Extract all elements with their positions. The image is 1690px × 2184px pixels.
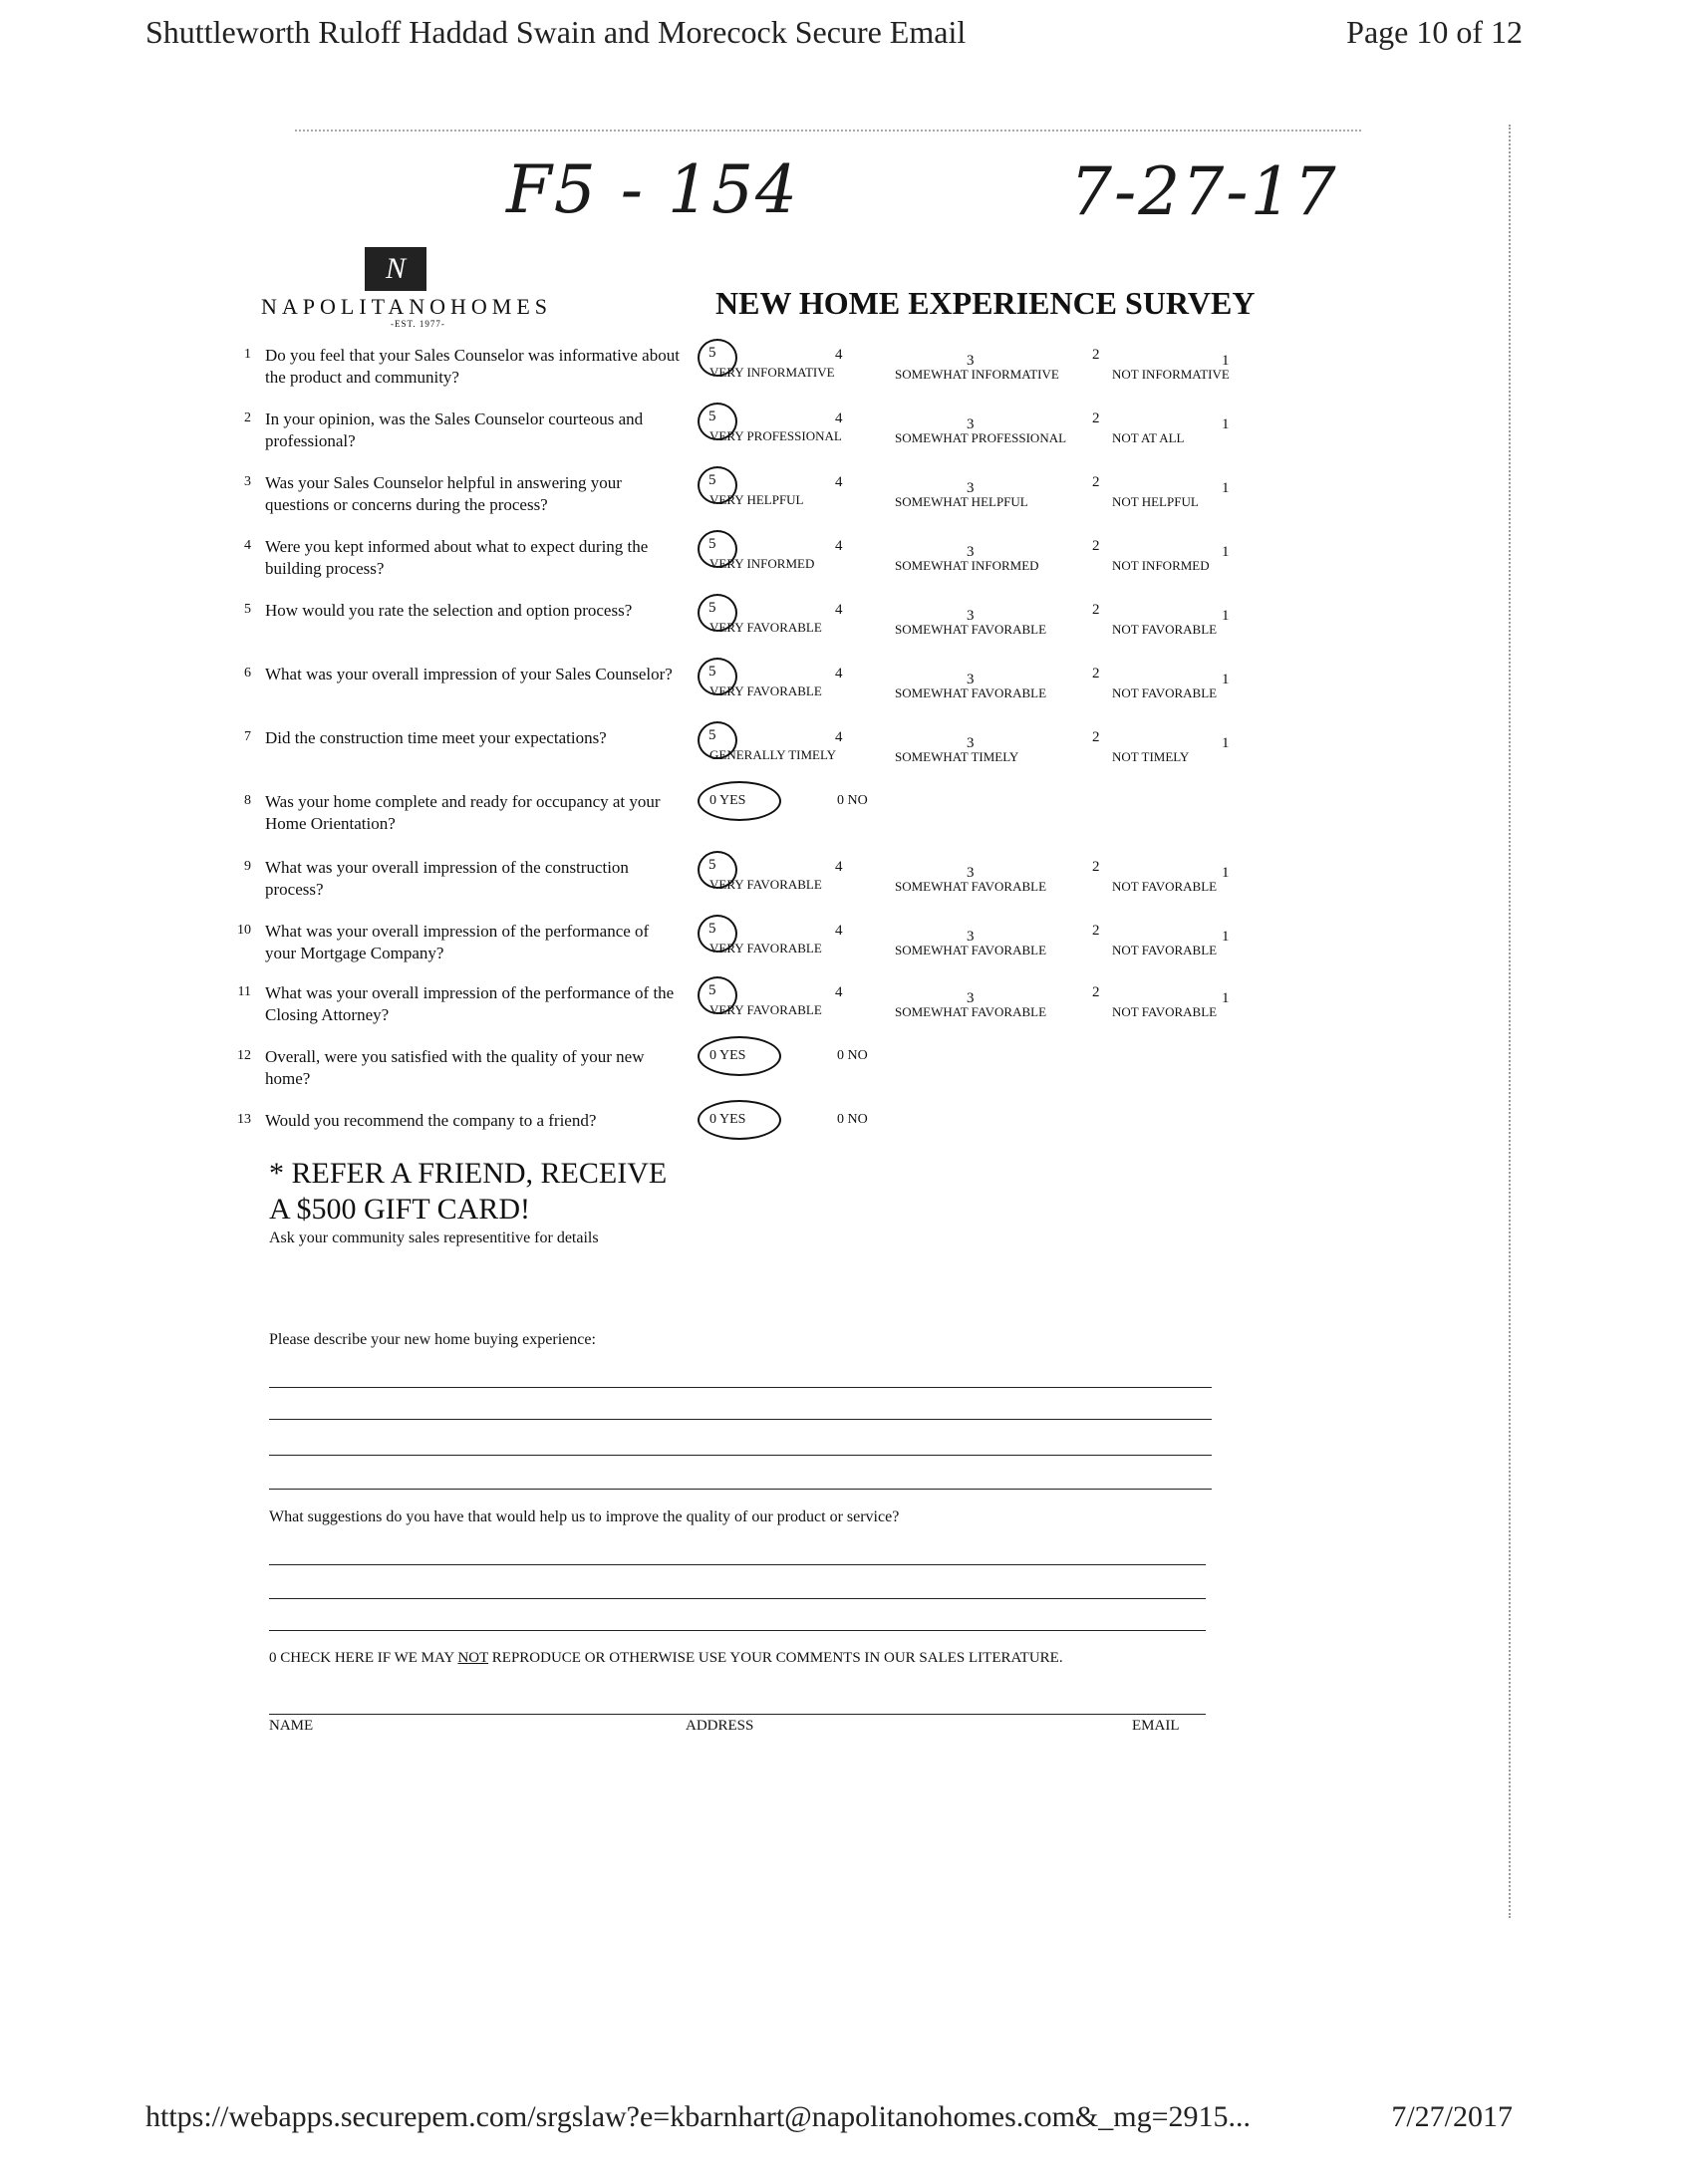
question-number: 1 bbox=[244, 347, 251, 362]
question-number: 9 bbox=[244, 859, 251, 874]
name-label: NAME bbox=[269, 1718, 314, 1734]
rating-1-label: NOT FAVORABLE bbox=[1112, 622, 1218, 637]
question-text: Was your home complete and ready for occupancy at your Home Orientation? bbox=[265, 792, 661, 833]
rating-3-label: SOMEWHAT FAVORABLE bbox=[895, 622, 1047, 637]
rating-5[interactable]: 5 bbox=[708, 921, 716, 937]
rating-1[interactable]: 1 bbox=[1222, 865, 1230, 881]
no-option[interactable]: 0 NO bbox=[837, 793, 868, 808]
rating-3-label: SOMEWHAT PROFESSIONAL bbox=[895, 430, 1067, 445]
footer-date: 7/27/2017 bbox=[1391, 2100, 1513, 2133]
rating-5[interactable]: 5 bbox=[708, 600, 716, 616]
rating-4[interactable]: 4 bbox=[835, 923, 843, 939]
promo-line-2: A $500 GIFT CARD! bbox=[269, 1193, 530, 1226]
question-number: 7 bbox=[244, 729, 251, 744]
rating-1-label: NOT FAVORABLE bbox=[1112, 1004, 1218, 1019]
rating-5-label: VERY FAVORABLE bbox=[709, 1002, 822, 1017]
rating-5[interactable]: 5 bbox=[708, 664, 716, 680]
rating-3[interactable]: 3 bbox=[967, 865, 975, 881]
rating-3-label: SOMEWHAT TIMELY bbox=[895, 749, 1019, 764]
rating-5[interactable]: 5 bbox=[708, 472, 716, 488]
footer-url[interactable]: https://webapps.securepem.com/srgslaw?e=kbarnhart@napolitanohomes.com&_mg=2915... bbox=[145, 2100, 1252, 2133]
rating-1-label: NOT AT ALL bbox=[1112, 430, 1185, 445]
yes-option[interactable]: 0 YES bbox=[709, 1112, 746, 1127]
rating-5-label: VERY PROFESSIONAL bbox=[709, 428, 842, 443]
rating-1[interactable]: 1 bbox=[1222, 672, 1230, 687]
suggestions-line-2[interactable] bbox=[269, 1598, 1206, 1599]
question-number: 4 bbox=[244, 538, 251, 553]
rating-5[interactable]: 5 bbox=[708, 409, 716, 424]
question-number: 8 bbox=[244, 793, 251, 808]
consent-text-pre: 0 CHECK HERE IF WE MAY bbox=[269, 1650, 458, 1666]
question-text: How would you rate the selection and option process? bbox=[265, 601, 633, 620]
rating-3-label: SOMEWHAT FAVORABLE bbox=[895, 943, 1047, 957]
rating-5-label: VERY HELPFUL bbox=[709, 492, 804, 507]
comments-consent-checkbox[interactable] bbox=[269, 1650, 1063, 1667]
rating-5-label: VERY INFORMED bbox=[709, 556, 815, 571]
rating-5-label: VERY INFORMATIVE bbox=[709, 365, 835, 380]
rating-5[interactable]: 5 bbox=[708, 536, 716, 552]
question-text: What was your overall impression of your Sales Counselor? bbox=[265, 665, 673, 683]
rating-5[interactable]: 5 bbox=[708, 982, 716, 998]
scan-edge-artifact bbox=[1509, 125, 1511, 1918]
promo-subtext: Ask your community sales representitive for details bbox=[269, 1229, 599, 1246]
question-number: 13 bbox=[237, 1112, 251, 1127]
question-number: 5 bbox=[244, 602, 251, 617]
rating-1-label: NOT TIMELY bbox=[1112, 749, 1190, 764]
question-text: Do you feel that your Sales Counselor was informative about the product and community? bbox=[265, 346, 680, 387]
company-logo: N bbox=[365, 247, 426, 291]
rating-3-label: SOMEWHAT FAVORABLE bbox=[895, 879, 1047, 894]
rating-3[interactable]: 3 bbox=[967, 480, 975, 496]
rating-2[interactable]: 2 bbox=[1092, 602, 1100, 618]
rating-1-label: NOT HELPFUL bbox=[1112, 494, 1199, 509]
rating-4[interactable]: 4 bbox=[835, 859, 843, 875]
rating-1-label: NOT INFORMED bbox=[1112, 558, 1210, 573]
rating-2[interactable]: 2 bbox=[1092, 729, 1100, 745]
rating-2[interactable]: 2 bbox=[1092, 538, 1100, 554]
question-number: 2 bbox=[244, 410, 251, 425]
rating-3[interactable]: 3 bbox=[967, 416, 975, 432]
question-text: In your opinion, was the Sales Counselor courteous and professional? bbox=[265, 410, 644, 450]
question-number: 6 bbox=[244, 666, 251, 681]
rating-3-label: SOMEWHAT FAVORABLE bbox=[895, 1004, 1047, 1019]
rating-2[interactable]: 2 bbox=[1092, 923, 1100, 939]
question-number: 12 bbox=[237, 1048, 251, 1063]
rating-2[interactable]: 2 bbox=[1092, 347, 1100, 363]
rating-1[interactable]: 1 bbox=[1222, 990, 1230, 1006]
rating-4[interactable]: 4 bbox=[835, 666, 843, 682]
rating-3[interactable]: 3 bbox=[967, 544, 975, 560]
rating-5-label: VERY FAVORABLE bbox=[709, 941, 822, 956]
signature-line[interactable] bbox=[269, 1714, 1206, 1715]
consent-text-not: NOT bbox=[457, 1650, 489, 1666]
rating-1-label: NOT FAVORABLE bbox=[1112, 685, 1218, 700]
scan-artifact-line bbox=[295, 130, 1361, 132]
yes-option[interactable]: 0 YES bbox=[709, 1048, 746, 1063]
question-number: 10 bbox=[237, 923, 251, 938]
suggestions-prompt: What suggestions do you have that would help us to improve the quality of our product or service? bbox=[269, 1508, 900, 1525]
rating-1-label: NOT FAVORABLE bbox=[1112, 943, 1218, 957]
rating-1[interactable]: 1 bbox=[1222, 929, 1230, 945]
rating-5-label: VERY FAVORABLE bbox=[709, 620, 822, 635]
rating-5[interactable]: 5 bbox=[708, 857, 716, 873]
rating-3[interactable]: 3 bbox=[967, 608, 975, 624]
rating-3[interactable]: 3 bbox=[967, 990, 975, 1006]
page-number: Page 10 of 12 bbox=[1346, 14, 1523, 50]
handwritten-date: 7-27-17 bbox=[1070, 153, 1338, 230]
yes-option[interactable]: 0 YES bbox=[709, 793, 746, 808]
experience-prompt: Please describe your new home buying experience: bbox=[269, 1331, 596, 1348]
rating-4[interactable]: 4 bbox=[835, 347, 843, 363]
question-text: Overall, were you satisfied with the quality of your new home? bbox=[265, 1047, 645, 1088]
no-option[interactable]: 0 NO bbox=[837, 1048, 868, 1063]
email-label: EMAIL bbox=[1132, 1718, 1180, 1734]
rating-1-label: NOT INFORMATIVE bbox=[1112, 367, 1230, 382]
rating-4[interactable]: 4 bbox=[835, 984, 843, 1000]
survey-title: NEW HOME EXPERIENCE SURVEY bbox=[715, 285, 1256, 321]
rating-4[interactable]: 4 bbox=[835, 729, 843, 745]
rating-2[interactable]: 2 bbox=[1092, 474, 1100, 490]
rating-2[interactable]: 2 bbox=[1092, 410, 1100, 426]
question-text: What was your overall impression of the construction process? bbox=[265, 858, 629, 899]
rating-3-label: SOMEWHAT INFORMED bbox=[895, 558, 1039, 573]
rating-4[interactable]: 4 bbox=[835, 410, 843, 426]
question-number: 11 bbox=[237, 984, 251, 999]
consent-text-post: REPRODUCE OR OTHERWISE USE YOUR COMMENTS IN OUR SALES LITERATURE. bbox=[488, 1650, 1063, 1666]
rating-3-label: SOMEWHAT HELPFUL bbox=[895, 494, 1028, 509]
rating-1[interactable]: 1 bbox=[1222, 480, 1230, 496]
rating-1[interactable]: 1 bbox=[1222, 353, 1230, 369]
rating-3[interactable]: 3 bbox=[967, 929, 975, 945]
rating-5-label: VERY FAVORABLE bbox=[709, 683, 822, 698]
rating-3-label: SOMEWHAT INFORMATIVE bbox=[895, 367, 1059, 382]
rating-4[interactable]: 4 bbox=[835, 602, 843, 618]
suggestions-line-1[interactable] bbox=[269, 1564, 1206, 1565]
rating-5[interactable]: 5 bbox=[708, 345, 716, 361]
rating-5-label: GENERALLY TIMELY bbox=[709, 747, 837, 762]
question-number: 3 bbox=[244, 474, 251, 489]
rating-5-label: VERY FAVORABLE bbox=[709, 877, 822, 892]
experience-line-3[interactable] bbox=[269, 1455, 1212, 1456]
address-label: ADDRESS bbox=[686, 1718, 754, 1734]
handwritten-code: F5 - 154 bbox=[506, 151, 800, 228]
experience-line-4[interactable] bbox=[269, 1489, 1212, 1490]
rating-3[interactable]: 3 bbox=[967, 353, 975, 369]
question-text: What was your overall impression of the performance of your Mortgage Company? bbox=[265, 922, 650, 962]
brand-name: NAPOLITANOHOMES bbox=[261, 294, 553, 319]
rating-4[interactable]: 4 bbox=[835, 538, 843, 554]
suggestions-line-3[interactable] bbox=[269, 1630, 1206, 1631]
promo-line-1: * REFER A FRIEND, RECEIVE bbox=[269, 1157, 668, 1190]
rating-3-label: SOMEWHAT FAVORABLE bbox=[895, 685, 1047, 700]
no-option[interactable]: 0 NO bbox=[837, 1112, 868, 1127]
rating-1[interactable]: 1 bbox=[1222, 544, 1230, 560]
question-text: What was your overall impression of the performance of the Closing Attorney? bbox=[265, 983, 675, 1024]
rating-2[interactable]: 2 bbox=[1092, 984, 1100, 1000]
rating-1-label: NOT FAVORABLE bbox=[1112, 879, 1218, 894]
question-text: Would you recommend the company to a friend? bbox=[265, 1111, 597, 1130]
rating-3[interactable]: 3 bbox=[967, 672, 975, 687]
rating-5[interactable]: 5 bbox=[708, 727, 716, 743]
rating-4[interactable]: 4 bbox=[835, 474, 843, 490]
email-header-title: Shuttleworth Ruloff Haddad Swain and Morecock Secure Email bbox=[145, 14, 967, 50]
rating-1[interactable]: 1 bbox=[1222, 416, 1230, 432]
question-text: Was your Sales Counselor helpful in answering your questions or concerns during the process? bbox=[265, 473, 622, 514]
question-text: Did the construction time meet your expectations? bbox=[265, 728, 607, 747]
rating-3[interactable]: 3 bbox=[967, 735, 975, 751]
rating-2[interactable]: 2 bbox=[1092, 859, 1100, 875]
rating-1[interactable]: 1 bbox=[1222, 608, 1230, 624]
question-text: Were you kept informed about what to expect during the building process? bbox=[265, 537, 649, 578]
rating-2[interactable]: 2 bbox=[1092, 666, 1100, 682]
brand-est: -EST. 1977- bbox=[391, 319, 445, 329]
rating-1[interactable]: 1 bbox=[1222, 735, 1230, 751]
experience-line-1[interactable] bbox=[269, 1387, 1212, 1388]
experience-line-2[interactable] bbox=[269, 1419, 1212, 1420]
